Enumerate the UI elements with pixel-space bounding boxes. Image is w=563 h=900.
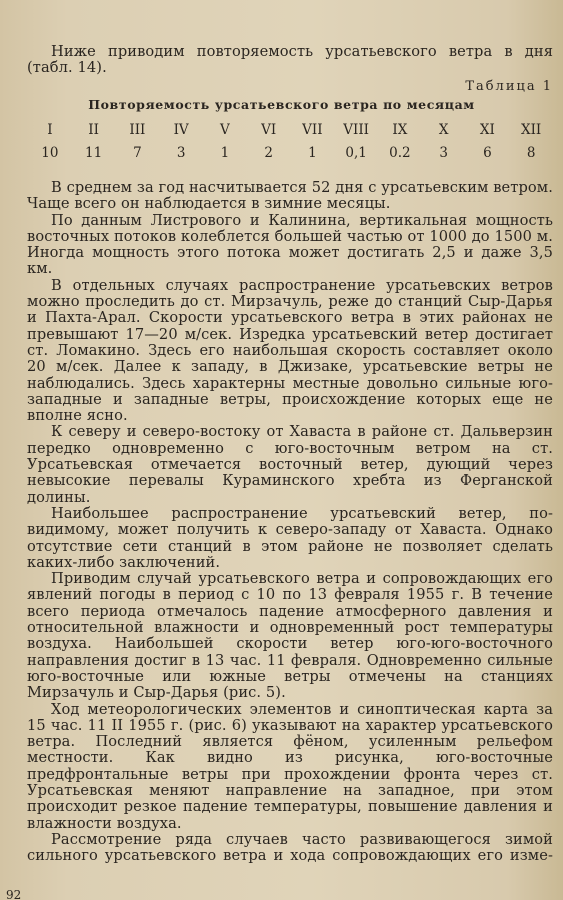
month-cell: IX bbox=[392, 122, 408, 138]
intro-line-2: (табл. 14). bbox=[27, 59, 107, 77]
paragraph: Ход метеорологических элементов и синоптическая карта за 15 час. 11 II 1955 г. (рис. 6) указывают на характер урсатьевского ветра. Последний является фёном, усиленным рельефом местности. Как видно из рисунка, юго-восточные предфронтальные ветры при прохождении фронта через ст. Урсатьевская меняют направление на западное, при этом происходит резкое падение температуры, повышение давления и влажности воздуха. bbox=[27, 700, 553, 832]
body-text bbox=[27, 180, 553, 864]
paragraph: Приводим случай урсатьевского ветра и сопровождающих его явлений погоды в период с 10 по 13 февраля 1955 г. В течение всего периода отмечалось падение атмосферного давления и относительной влажности и одновременный рост температуры воздуха. Наибольшей скорости ветер юго-юго-восточного направления достиг в 13 час. 11 февраля. Одновременно сильные юго-восточные или южные ветры отмечены на станциях Мирзачуль и Сыр-Дарья (рис. 5). bbox=[27, 570, 553, 702]
month-cell: I bbox=[47, 122, 53, 138]
value-cell: 1 bbox=[220, 145, 230, 161]
value-cell: 1 bbox=[308, 145, 317, 161]
table-caption: Таблица 1 bbox=[465, 79, 553, 94]
month-cell: VIII bbox=[343, 122, 369, 138]
month-cell: II bbox=[88, 122, 99, 138]
month-cell: V bbox=[220, 122, 230, 138]
table-months-row bbox=[28, 122, 553, 138]
page-number: 92 bbox=[6, 888, 22, 900]
value-cell: 6 bbox=[483, 145, 492, 161]
month-cell: VII bbox=[302, 122, 323, 138]
value-cell: 10 bbox=[41, 145, 59, 161]
value-cell: 7 bbox=[133, 145, 142, 161]
table-values-row bbox=[28, 145, 553, 161]
month-cell: XII bbox=[520, 122, 542, 138]
month-cell: III bbox=[129, 122, 146, 138]
value-cell: 11 bbox=[85, 145, 103, 161]
paragraph: К северу и северо-востоку от Хаваста в районе ст. Дальверзин передко одновременно с юго-восточным ветром на ст. Урсатьевская отмечается восточный ветер, дующий через невысокие перевалы Кураминского хребта из Ферганской долины. bbox=[27, 423, 553, 506]
value-cell: 3 bbox=[176, 145, 186, 161]
paragraph: В отдельных случаях распространение урсатьевских ветров можно проследить до ст. Мирзачуль, реже до станций Сыр-Дарья и Пахта-Арал. Скорости урсатьевского ветра в этих районах не превышают 17—20 м/сек. Изредка урсатьевский ветер достигает ст. Ломакино. Здесь его наибольшая скорость составляет около 20 м/сек. Далее к западу, в Джизаке, урсатьевские ветры не наблюдались. Здесь характерны местные довольно сильные юго-западные и западные ветры, происхождение которых еще не вполне ясно. bbox=[27, 276, 553, 425]
table-title: Повторяемость урсатьевского ветра по месяцам bbox=[88, 97, 475, 112]
month-cell: VI bbox=[261, 122, 277, 138]
paragraph: Наибольшее распространение урсатьевский ветер, по-видимому, может получить к северо-западу от Хаваста. Однако отсутствие сети станций в этом районе не позволяет сделать каких-либо заключений. bbox=[27, 504, 553, 571]
value-cell: 8 bbox=[526, 145, 536, 161]
value-cell: 3 bbox=[439, 145, 448, 161]
intro-line-1: Ниже приводим повторяемость урсатьевского ветра в дня bbox=[51, 43, 553, 60]
value-cell: 0,1 bbox=[345, 145, 367, 161]
intro-paragraph bbox=[27, 44, 553, 77]
value-cell: 0.2 bbox=[389, 145, 411, 161]
paragraph: В среднем за год насчитывается 52 дня с урсатьевским ветром. Чаще всего он наблюдается в зимние месяцы. bbox=[27, 179, 553, 213]
month-cell: XI bbox=[479, 122, 495, 138]
paragraph: По данным Листрового и Калинина, вертикальная мощность восточных потоков колеблется большей частью от 1000 до 1500 м. Иногда мощность этого потока может достигать 2,5 и даже 3,5 км. bbox=[27, 211, 553, 278]
month-cell: X bbox=[438, 122, 449, 138]
value-cell: 2 bbox=[264, 145, 273, 161]
paragraph: Рассмотрение ряда случаев часто развивающегося зимой сильного урсатьевского ветра и хода сопровождающих его изме- bbox=[27, 830, 553, 865]
month-cell: IV bbox=[173, 122, 189, 138]
